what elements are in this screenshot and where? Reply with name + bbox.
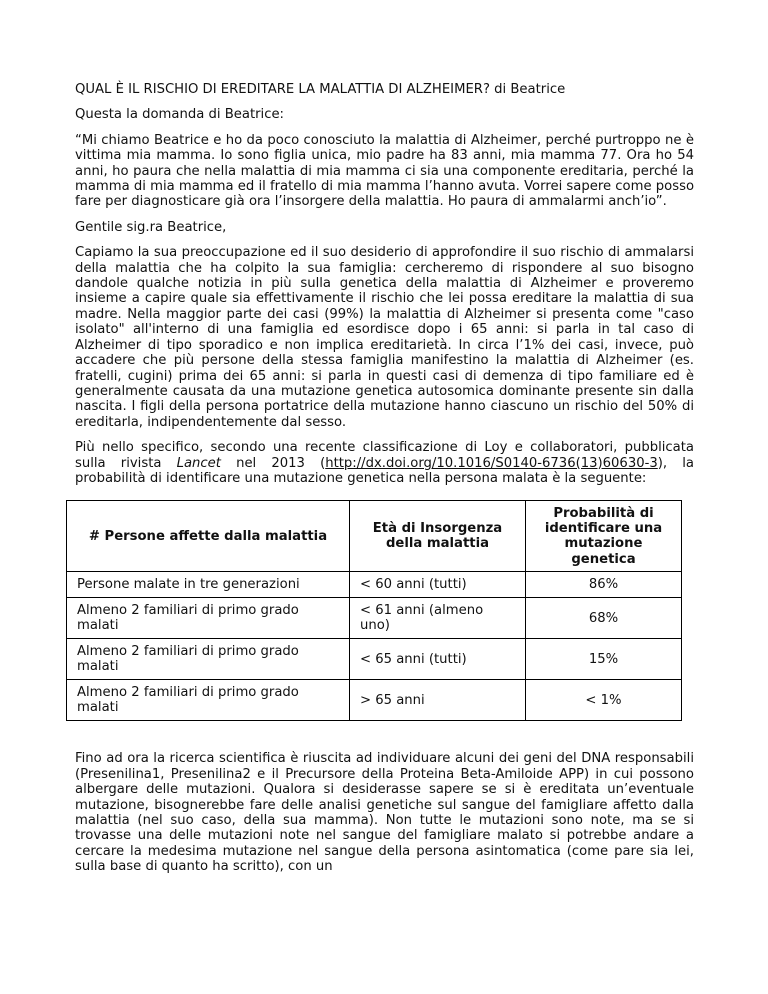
cell-probability: < 1% — [526, 680, 682, 721]
table-row — [67, 680, 682, 721]
cell-affected: Almeno 2 familiari di primo grado malati — [67, 680, 350, 721]
cell-affected: Almeno 2 familiari di primo grado malati — [67, 598, 350, 639]
answer-paragraph-2 — [75, 440, 694, 486]
question-paragraph: “Mi chiamo Beatrice e ho da poco conosciuto la malattia di Alzheimer, perché purtroppo ne è vittima mia mamma. Io sono figlia unica, mio padre ha 83 anni, mia mamma 77. Ora ho 54 anni, ho paura che nella malattia di mia mamma ci sia una componente ereditaria, perché la mamma di mia mamma ed il fratello di mia mamma l’hanno avuta. Vorrei sapere come posso fare per diagnosticare già ora l’insorgere della malattia. Ho paura di ammalarmi anch’io”. — [75, 132, 695, 210]
cell-probability: 68% — [526, 598, 682, 639]
cell-onset: > 65 anni — [350, 680, 526, 721]
greeting-line: Gentile sig.ra Beatrice, — [75, 219, 227, 235]
cell-affected: Almeno 2 familiari di primo grado malati — [67, 639, 350, 680]
answer-paragraph-1: Capiamo la sua preoccupazione ed il suo desiderio di approfondire il suo rischio di ammalarsi della malattia che ha colpito la sua famiglia: cercheremo di rispondere al suo bisogno dandole qualche notizia in più sulla genetica della malattia di Alzheimer e proveremo insieme a capire quale sia effettivamente il rischio che lei possa ereditare la malattia di sua madre. Nella maggior parte dei casi (99%) la malattia di Alzheimer si presenta come "caso isolato" all'interno di una famiglia ed esordisce dopo i 65 anni: si parla in tal caso di Alzheimer di tipo sporadico e non implica ereditarietà. In circa l’1% dei casi, invece, può accadere che più persone della stessa famiglia manifestino la malattia di Alzheimer (es. fratelli, cugini) prima dei 65 anni: si parla in questi casi di demenza di tipo familiare ed è generalmente causata da una mutazione genetica autosomica dominante presente sin dalla nascita. I figli della persona portatrice della mutazione hanno ciascuno un rischio del 50% di ereditarla, indipendentemente dal sesso. — [75, 245, 694, 430]
cell-onset: < 61 anni (almeno uno) — [350, 598, 526, 639]
answer-paragraph-3: Fino ad ora la ricerca scientifica è riuscita ad individuare alcuni dei geni del DNA responsabili (Presenilina1, Presenilina2 e il Precursore della Proteina Beta-Amiloide APP) in cui possono albergare delle mutazioni. Qualora si desiderasse sapere se si è ereditata un’eventuale mutazione, bisognerebbe fare delle analisi genetiche sul sangue del famigliare affetto dalla malattia (nel suo caso, della sua mamma). Non tutte le mutazioni sono note, ma se si trovasse una delle mutazioni note nel sangue del famigliare malato si potrebbe andare a cercare la medesima mutazione nel sangue della persona asintomatica (come pare sia lei, sulla base di quanto ha scritto), con un — [75, 751, 694, 875]
cell-onset: < 60 anni (tutti) — [350, 572, 526, 598]
answer-p2-after: ), la probabilità di identificare una mutazione genetica nella persona malata è la seguente: — [75, 455, 694, 486]
header-mutation-probability: Probabilità di identificare una mutazione genetica — [526, 501, 682, 572]
doi-link[interactable]: http://dx.doi.org/10.1016/S0140-6736(13)60630-3 — [325, 455, 658, 471]
table-header-row — [67, 501, 682, 572]
risk-table — [66, 500, 682, 721]
answer-p2-middle: nel 2013 ( — [220, 455, 326, 471]
table-row — [67, 598, 682, 639]
document-page — [75, 82, 694, 885]
table-row — [67, 572, 682, 598]
document-title: QUAL È IL RISCHIO DI EREDITARE LA MALATTIA DI ALZHEIMER? di Beatrice — [75, 82, 566, 97]
journal-name: Lancet — [176, 455, 221, 471]
intro-line: Questa la domanda di Beatrice: — [75, 107, 285, 123]
answer-p2-before: Più nello specifico, secondo una recente classificazione di Loy e collaboratori, pubblicata sulla rivista — [75, 440, 694, 471]
cell-probability: 15% — [526, 639, 682, 680]
header-onset-age: Età di Insorgenza della malattia — [350, 501, 526, 572]
cell-probability: 86% — [526, 572, 682, 598]
cell-onset: < 65 anni (tutti) — [350, 639, 526, 680]
header-affected-persons: # Persone affette dalla malattia — [67, 501, 350, 572]
cell-affected: Persone malate in tre generazioni — [67, 572, 350, 598]
table-row — [67, 639, 682, 680]
